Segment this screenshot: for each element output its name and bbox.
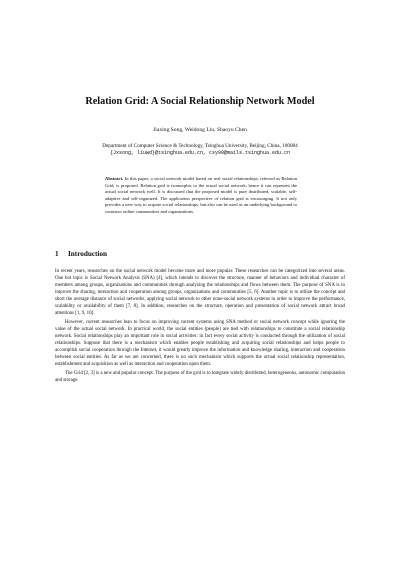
abstract bbox=[105, 176, 297, 216]
paper-authors: Jiaxing Song, Weidong Liu, Shaoyu Chen bbox=[153, 127, 247, 133]
author-emails: {Jxsong, liuwd}@tsinghua.edu.cn, csy98@mails.tsinghua.edu.cn bbox=[109, 150, 291, 156]
body-paragraph: In recent years, researches on the social network model become more and more popular. These researches can be categorized into several areas. One hot topic is Social Network Analysis (SNA) [4], which intends to discover the structure, manner of behaviors and individual character of members among groups, organizations and communities through analyzing the relationships and flows between them. The purpose of SNA is to improve the sharing, interaction and cooperation among groups, organizations and communities [5, 6]. Another topic is to utilize the concept and short the average distance of social networks, applying social network to other none-social network systems in order to improve the performance, scalability or availability of them [7, 8]. In addition, researches on the structure, operation and presentation of social network attract broad attentions [1, 9, 10]. bbox=[55, 269, 345, 316]
abstract-text: In this paper, a social network model based on real social relationships, referred as Relation Grid, is proposed. Relation grid is isomorphic to the actual social network; hence it can represent the actual social network well. It is discussed that the proposed model is pure distributed, scalable, self-adaptive and self-organized. The application perspective of relation grid is encouraging. It not only provides a new way to acquire social relationships, but also can be used as an underlying background to construct online communities and organizations. bbox=[105, 176, 297, 214]
section-heading bbox=[55, 250, 107, 258]
paper-title: Relation Grid: A Social Relationship Network Model bbox=[85, 96, 315, 107]
section-title: Introduction bbox=[68, 250, 108, 258]
body-paragraph: The Grid [2, 3] is a new and popular concept. The purpose of the grid is to integrate widely distributed, heterogeneous, autonomic computation and storage bbox=[55, 371, 345, 383]
abstract-label: Abstract. bbox=[105, 176, 124, 181]
body-paragraph: However, current researches lean to focus on improving current systems using SNA method or social network concept while ignoring the value of the actual social network. In practical world, the social entities (people) are tied with relationships to constitute a social relationship network. Social relationships play an important role in social activities: in fact every social activity is conducted through the utilization of social relationships. Suppose that there is a mechanism which enables people establishing and acquiring social relationships and helps people to accomplish social cooperation through the Internet, it would greatly improve the information and knowledge sharing, interaction and cooperation between social entities. As far as we are concerned, there is no such mechanism which supports the actual social relationship representation, establishment and acquisition as well as interaction and cooperation upon them. bbox=[55, 320, 345, 367]
section-body bbox=[55, 268, 345, 386]
author-affiliation bbox=[40, 143, 360, 157]
affiliation-line: Department of Computer Science & Technology, Tsinghua University, Beijing, China, 100084 bbox=[102, 143, 298, 149]
section-number: 1 bbox=[55, 250, 59, 258]
